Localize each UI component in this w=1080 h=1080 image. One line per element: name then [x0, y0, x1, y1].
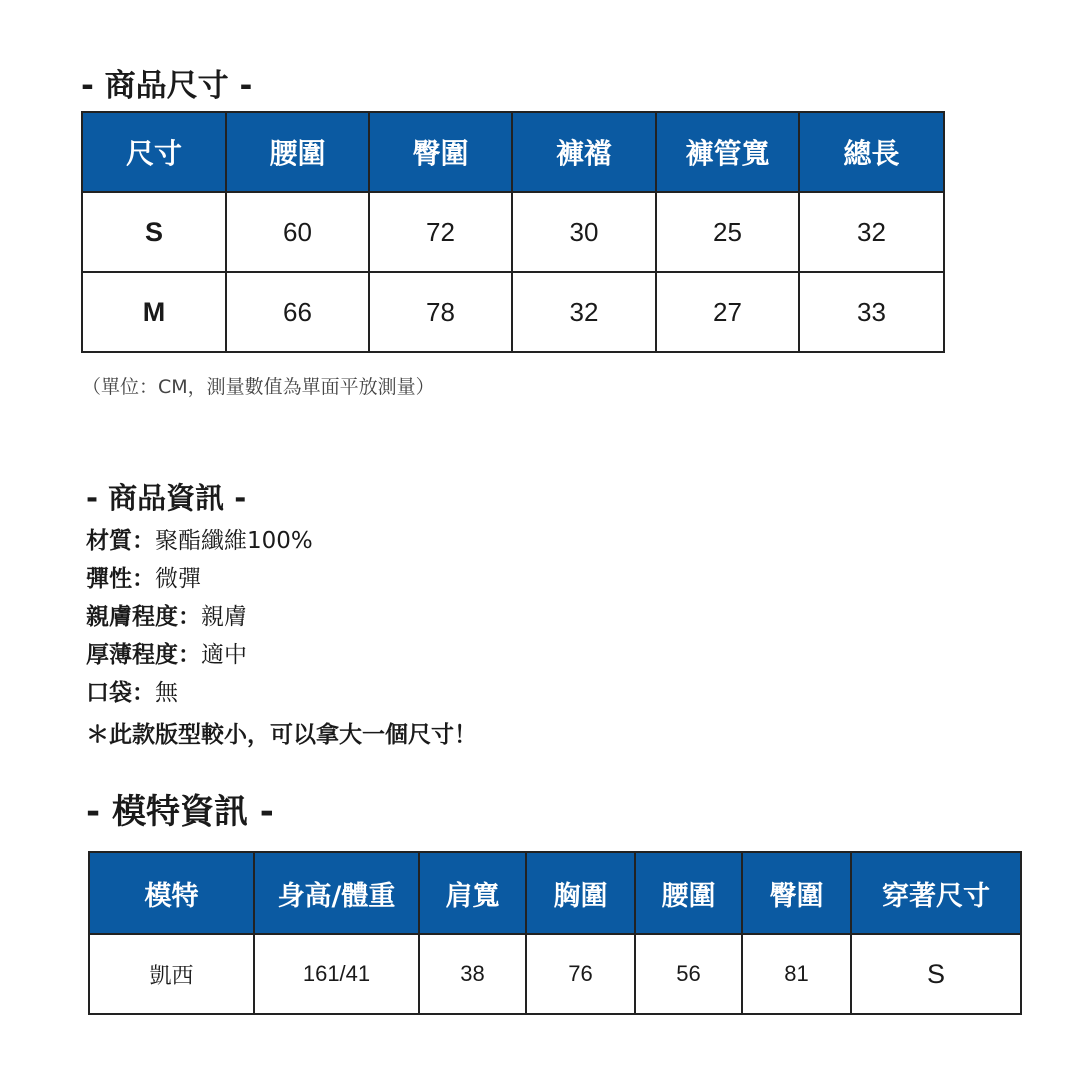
- model-section-title: - 模特資訊 -: [86, 792, 274, 832]
- header-shoulder: 肩寬: [419, 852, 526, 934]
- length-cell: 33: [799, 272, 944, 352]
- header-hip: 臀圍: [369, 112, 512, 192]
- header-height-weight: 身高/體重: [254, 852, 419, 934]
- info-item-elasticity: [86, 564, 313, 602]
- chest-cell: 76: [526, 934, 635, 1014]
- leg-width-cell: 27: [656, 272, 799, 352]
- size-cell: M: [82, 272, 226, 352]
- length-cell: 32: [799, 192, 944, 272]
- info-key: 親膚程度：: [86, 604, 201, 630]
- header-waist: 腰圍: [635, 852, 742, 934]
- info-key: 口袋：: [86, 680, 155, 706]
- shoulder-cell: 38: [419, 934, 526, 1014]
- info-value: 無: [155, 680, 178, 706]
- info-value: 微彈: [155, 566, 201, 592]
- size-table-header-row: [82, 112, 944, 192]
- header-hip: 臀圍: [742, 852, 851, 934]
- info-item-thickness: [86, 640, 313, 678]
- waist-cell: 66: [226, 272, 369, 352]
- size-table: [81, 111, 945, 353]
- leg-width-cell: 25: [656, 192, 799, 272]
- info-item-pocket: [86, 678, 313, 716]
- model-name-cell: 凱西: [89, 934, 254, 1014]
- model-table: [88, 851, 1022, 1015]
- rise-cell: 32: [512, 272, 656, 352]
- hip-cell: 72: [369, 192, 512, 272]
- waist-cell: 60: [226, 192, 369, 272]
- info-value: 適中: [201, 642, 247, 668]
- header-length: 總長: [799, 112, 944, 192]
- table-row: [82, 272, 944, 352]
- fit-note: ＊此款版型較小，可以拿大一個尺寸！: [86, 722, 477, 748]
- hip-cell: 81: [742, 934, 851, 1014]
- info-key: 材質：: [86, 528, 155, 554]
- info-value: 聚酯纖維100%: [155, 528, 313, 554]
- header-model: 模特: [89, 852, 254, 934]
- header-waist: 腰圍: [226, 112, 369, 192]
- header-rise: 褲襠: [512, 112, 656, 192]
- info-key: 厚薄程度：: [86, 642, 201, 668]
- table-row: [89, 934, 1021, 1014]
- hip-cell: 78: [369, 272, 512, 352]
- wearing-size-cell: S: [851, 934, 1021, 1014]
- info-value: 親膚: [201, 604, 247, 630]
- info-item-skin-friendly: [86, 602, 313, 640]
- model-table-header-row: [89, 852, 1021, 934]
- info-section-title: - 商品資訊 -: [86, 481, 247, 515]
- waist-cell: 56: [635, 934, 742, 1014]
- header-chest: 胸圍: [526, 852, 635, 934]
- header-leg-width: 褲管寬: [656, 112, 799, 192]
- size-cell: S: [82, 192, 226, 272]
- size-section-title: - 商品尺寸 -: [81, 68, 253, 104]
- unit-note: （單位：CM，測量數值為單面平放測量）: [82, 376, 435, 398]
- header-size: 尺寸: [82, 112, 226, 192]
- info-item-material: [86, 526, 313, 564]
- rise-cell: 30: [512, 192, 656, 272]
- info-list: [86, 526, 313, 716]
- height-weight-cell: 161/41: [254, 934, 419, 1014]
- header-wearing-size: 穿著尺寸: [851, 852, 1021, 934]
- table-row: [82, 192, 944, 272]
- info-key: 彈性：: [86, 566, 155, 592]
